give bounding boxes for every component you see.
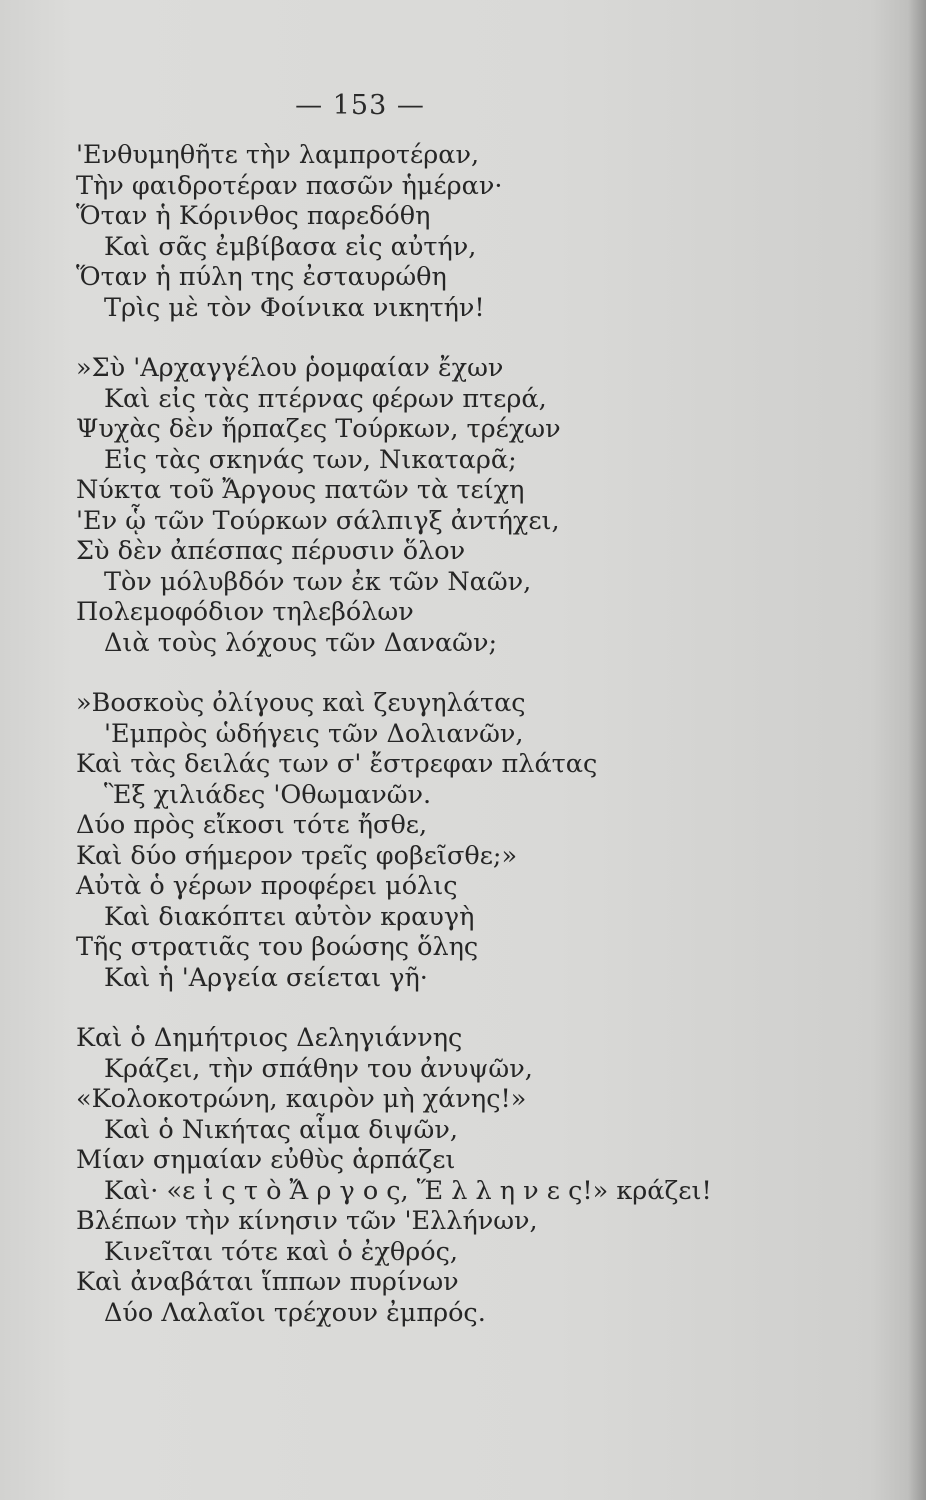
verse-line: Ὅταν ἡ Κόρινθος παρεδόθη <box>76 201 431 231</box>
verse-line: Νύκτα τοῦ Ἄργους πατῶν τὰ τείχη <box>76 475 525 505</box>
verse-line: 'Εν ᾧ τῶν Τούρκων σάλπιγξ ἀντήχει, <box>76 505 560 536</box>
verse-line: Ψυχὰς δὲν ἥρπαζες Τούρκων, τρέχων <box>76 414 561 444</box>
verse-line: Τὴν φαιδροτέραν πασῶν ἡμέραν· <box>76 170 503 201</box>
page-edge-shadow <box>908 0 926 1500</box>
verse-line: Κινεῖται τότε καὶ ὁ ἐχθρός, <box>104 1236 459 1267</box>
verse-line: Διὰ τοὺς λόχους τῶν Δαναῶν; <box>104 627 498 658</box>
verse-line: Καὶ εἰς τὰς πτέρνας φέρων πτερά, <box>104 383 547 414</box>
verse-line: Καὶ ἡ 'Αργεία σείεται γῆ· <box>104 962 428 993</box>
stanza <box>76 353 876 658</box>
verse-line: Καὶ ὁ Νικήτας αἷμα διψῶν, <box>104 1114 458 1145</box>
verse-line: Δύο Λαλαῖοι τρέχουν ἐμπρός. <box>104 1297 486 1328</box>
verse-line: Καὶ τὰς δειλάς των σ' ἔστρεφαν πλάτας <box>76 749 598 779</box>
verse-line: Τρὶς μὲ τὸν Φοίνικα νικητήν! <box>104 292 485 323</box>
verse-line: Εἰς τὰς σκηνάς των, Νικαταρᾶ; <box>104 444 517 475</box>
verse-line: Μίαν σημαίαν εὐθὺς ἁρπάζει <box>76 1145 456 1175</box>
verse-line: Καὶ σᾶς ἐμβίβασα εἰς αὐτήν, <box>104 231 477 262</box>
verse-line: Σὺ δὲν ἀπέσπας πέρυσιν ὅλον <box>76 536 466 566</box>
verse-line: «Κολοκοτρώνη, καιρὸν μὴ χάνης!» <box>76 1084 527 1114</box>
verse-line: »Βοσκοὺς ὀλίγους καὶ ζευγηλάτας <box>76 688 526 718</box>
verse-line: Κράζει, τὴν σπάθην του ἀνυψῶν, <box>104 1053 533 1084</box>
verse-line: 'Ενθυμηθῆτε τὴν λαμπροτέραν, <box>76 140 480 170</box>
verse-line: Αὐτὰ ὁ γέρων προφέρει μόλις <box>76 871 458 901</box>
verse-line: Δύο πρὸς εἴκοσι τότε ἤσθε, <box>76 810 428 840</box>
verse-line: Καὶ διακόπτει αὐτὸν κραυγὴ <box>104 901 475 932</box>
verse-line: Τὸν μόλυβδόν των ἐκ τῶν Ναῶν, <box>104 566 532 597</box>
verse-line: Ἓξ χιλιάδες 'Οθωμανῶν. <box>104 779 432 810</box>
page-number: — 153 — <box>295 90 425 121</box>
stanza <box>76 1023 876 1328</box>
verse-line: Καὶ δύο σήμερον τρεῖς φοβεῖσθε;» <box>76 840 518 871</box>
verse-line: Τῆς στρατιᾶς του βοώσης ὅλης <box>76 932 479 962</box>
stanza <box>76 688 876 993</box>
verse-line: Βλέπων τὴν κίνησιν τῶν 'Ελλήνων, <box>76 1206 538 1236</box>
verse-line: Ὅταν ἡ πύλη της ἐσταυρώθη <box>76 262 447 292</box>
verse-line: Καὶ· «ε ἰ ς τ ὸ Ἄ ρ γ ο ς, Ἕ λ λ η ν ε ς!» κράζει! <box>104 1175 712 1206</box>
stanza <box>76 140 876 323</box>
verse-line: Καὶ ὁ Δημήτριος Δεληγιάννης <box>76 1023 463 1053</box>
poem-text <box>76 140 876 1358</box>
verse-line: Πολεμοφόδιον τηλεβόλων <box>76 597 414 627</box>
verse-line: 'Εμπρὸς ὡδήγεις τῶν Δολιανῶν, <box>104 718 524 749</box>
verse-line: »Σὺ 'Αρχαγγέλου ῥομφαίαν ἔχων <box>76 353 504 383</box>
verse-line: Καὶ ἀναβάται ἵππων πυρίνων <box>76 1267 459 1297</box>
